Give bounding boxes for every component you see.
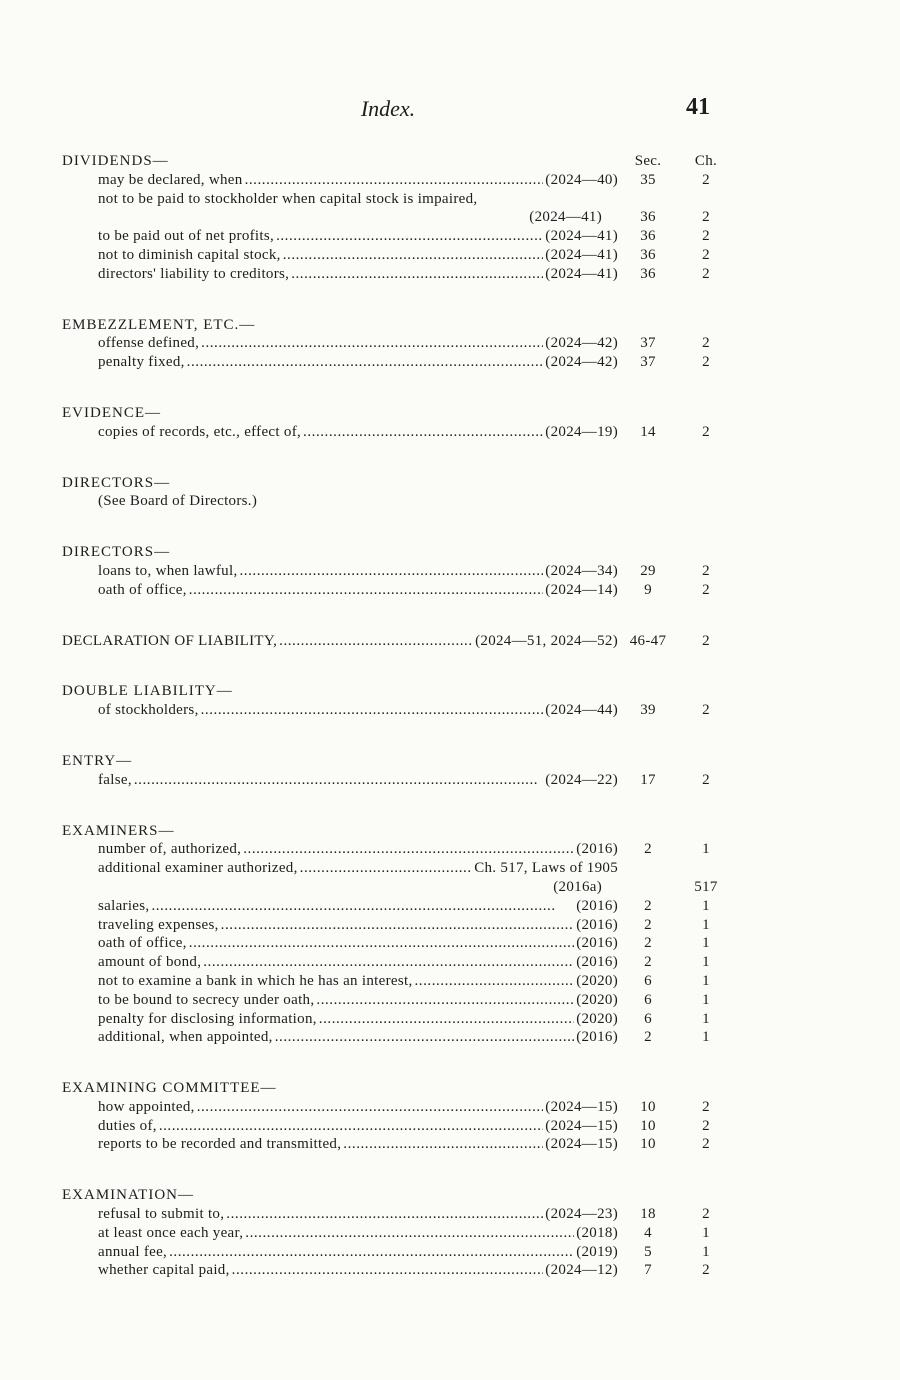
entry-chapter-number: 1 xyxy=(702,1224,710,1241)
dot-leader xyxy=(187,353,544,372)
section-heading: DIVIDENDS— xyxy=(62,153,169,169)
index-entry xyxy=(62,916,714,935)
entry-label: penalty fixed, xyxy=(98,354,185,371)
entry-chapter-number: 1 xyxy=(702,954,710,971)
index-entry xyxy=(62,562,714,581)
entry-label: number of, authorized, xyxy=(98,841,242,858)
entry-section-number: 18 xyxy=(640,1206,656,1223)
section-heading: ENTRY— xyxy=(62,752,133,769)
dot-leader xyxy=(226,1205,543,1224)
entry-section-number: 2 xyxy=(644,897,652,914)
dot-leader xyxy=(316,991,574,1010)
dot-leader xyxy=(300,859,473,878)
entry-label: not to diminish capital stock, xyxy=(98,246,281,263)
index-entry xyxy=(62,771,714,790)
entry-reference: (2024—41) xyxy=(529,209,602,226)
entry-chapter-number: 2 xyxy=(702,562,710,579)
entry-text xyxy=(98,1224,618,1243)
index-entry xyxy=(62,1028,714,1047)
dot-leader xyxy=(189,581,544,600)
entry-text xyxy=(98,246,618,265)
dot-leader xyxy=(415,972,575,991)
entry-chapter-number: 2 xyxy=(702,246,710,263)
section-heading: EVIDENCE— xyxy=(62,404,161,421)
dot-leader xyxy=(275,1028,574,1047)
entry-chapter-number: 2 xyxy=(702,702,710,719)
entry-chapter-number: 1 xyxy=(702,916,710,933)
entry-chapter-number: 2 xyxy=(702,1098,710,1115)
entry-chapter-number: 1 xyxy=(702,1243,710,1260)
dot-leader xyxy=(245,1224,574,1243)
entry-text xyxy=(98,701,618,720)
entry-reference: (2024—22) xyxy=(545,771,618,788)
dot-leader xyxy=(279,632,473,651)
entry-label: annual fee, xyxy=(98,1243,168,1260)
entry-text xyxy=(98,991,618,1010)
section-heading-row xyxy=(62,152,718,171)
entry-chapter-number: 2 xyxy=(702,771,710,788)
entry-section-number: 4 xyxy=(644,1224,652,1241)
entry-reference: (2016) xyxy=(576,935,618,952)
index-entry xyxy=(62,897,714,916)
entry-section-number: 29 xyxy=(640,562,656,579)
entry-reference: (2016) xyxy=(576,1029,618,1046)
entry-reference: (2024—34) xyxy=(545,562,618,579)
section-heading-row xyxy=(62,682,714,701)
entry-reference: (2024—14) xyxy=(545,581,618,598)
dot-leader xyxy=(291,265,543,284)
entry-section-number: 46-47 xyxy=(629,632,667,649)
entry-text xyxy=(98,353,618,372)
entry-text xyxy=(98,934,618,953)
section-heading: EMBEZZLEMENT, ETC.— xyxy=(62,316,256,333)
index-entry xyxy=(62,1243,714,1262)
entry-text xyxy=(98,227,618,246)
entry-chapter-number: 2 xyxy=(702,1117,710,1134)
index-section xyxy=(62,752,714,790)
entry-section-number: 2 xyxy=(644,935,652,952)
entry-chapter-number: 2 xyxy=(702,1262,710,1279)
index-entry xyxy=(62,246,714,265)
index-section xyxy=(62,1079,714,1154)
entry-chapter-number: 2 xyxy=(702,581,710,598)
entry-text xyxy=(98,171,618,190)
entry-label: additional examiner authorized, xyxy=(98,860,298,877)
entry-chapter-number: 1 xyxy=(702,1029,710,1046)
entry-reference: (2016a) xyxy=(553,878,602,895)
index-entry xyxy=(62,934,714,953)
entry-chapter-number: 1 xyxy=(702,991,710,1008)
entry-label: at least once each year, xyxy=(98,1224,244,1241)
page-title: Index. xyxy=(360,96,416,121)
column-header-sec: Sec. xyxy=(634,153,662,169)
dot-leader xyxy=(189,934,574,953)
index-section xyxy=(62,316,714,372)
entry-label: traveling expenses, xyxy=(98,916,219,933)
entry-text xyxy=(62,632,618,651)
entry-chapter-number: 2 xyxy=(702,171,710,188)
section-heading: EXAMINERS— xyxy=(62,822,175,839)
dot-leader xyxy=(151,897,574,916)
entry-section-number: 17 xyxy=(640,771,656,788)
index-section xyxy=(62,682,714,720)
index-entry xyxy=(62,208,714,227)
dot-leader xyxy=(134,771,543,790)
entry-chapter-number: 2 xyxy=(702,354,710,371)
dot-leader xyxy=(203,953,574,972)
entry-text xyxy=(98,1098,618,1117)
dot-leader xyxy=(201,334,543,353)
entry-label: (See Board of Directors.) xyxy=(98,493,258,510)
entry-chapter-number: 1 xyxy=(702,897,710,914)
entry-text xyxy=(98,840,618,859)
entry-chapter-number: 2 xyxy=(702,335,710,352)
entry-label: copies of records, etc., effect of, xyxy=(98,423,302,440)
index-entry xyxy=(62,632,714,651)
index-entry xyxy=(62,991,714,1010)
section-heading-row xyxy=(62,1186,714,1205)
entry-reference: Ch. 517, Laws of 1905 xyxy=(474,860,618,877)
index-entry xyxy=(62,1010,714,1029)
entry-section-number: 2 xyxy=(644,1029,652,1046)
entry-section-number: 35 xyxy=(640,171,656,188)
entry-reference: (2024—19) xyxy=(545,423,618,440)
page-header xyxy=(62,92,714,128)
entry-reference: (2016) xyxy=(576,954,618,971)
index-section xyxy=(62,474,714,512)
index-section xyxy=(62,404,714,442)
entry-label: DECLARATION OF LIABILITY, xyxy=(62,632,278,649)
index-entry xyxy=(62,1135,714,1154)
entry-chapter-number: 1 xyxy=(702,1010,710,1027)
entry-section-number: 6 xyxy=(644,1010,652,1027)
entry-text xyxy=(98,1028,618,1047)
dot-leader xyxy=(245,171,544,190)
entry-chapter-number: 2 xyxy=(702,228,710,245)
entry-section-number: 6 xyxy=(644,972,652,989)
section-heading-row xyxy=(62,474,714,493)
index-entry xyxy=(62,423,714,442)
section-heading: EXAMINING COMMITTEE— xyxy=(62,1080,277,1097)
entry-section-number: 10 xyxy=(640,1098,656,1115)
dot-leader xyxy=(319,1010,574,1029)
entry-reference: (2020) xyxy=(576,972,618,989)
dot-leader xyxy=(201,701,544,720)
index-entry xyxy=(62,334,714,353)
entry-section-number: 2 xyxy=(644,954,652,971)
entry-chapter-number: 2 xyxy=(702,632,710,649)
index-entry xyxy=(62,171,714,190)
entry-reference: (2024—15) xyxy=(545,1117,618,1134)
entry-section-number: 7 xyxy=(644,1262,652,1279)
entry-reference: (2020) xyxy=(576,991,618,1008)
entry-reference: (2016) xyxy=(576,841,618,858)
entry-reference: (2016) xyxy=(576,897,618,914)
index-entry xyxy=(62,227,714,246)
dot-leader xyxy=(343,1135,543,1154)
dot-leader xyxy=(221,916,575,935)
entry-text xyxy=(98,562,618,581)
entry-label: offense defined, xyxy=(98,335,200,352)
entry-label: oath of office, xyxy=(98,935,187,952)
entry-reference: (2024—44) xyxy=(545,702,618,719)
entry-reference: (2024—42) xyxy=(545,354,618,371)
entry-section-number: 10 xyxy=(640,1136,656,1153)
index-section xyxy=(62,1186,714,1280)
entry-reference: (2024—15) xyxy=(545,1098,618,1115)
dot-leader xyxy=(169,1243,574,1262)
index-section xyxy=(62,543,714,599)
entry-section-number: 36 xyxy=(640,246,656,263)
index-entry xyxy=(62,353,714,372)
entry-text xyxy=(98,581,618,600)
entry-section-number: 39 xyxy=(640,702,656,719)
entry-reference: (2024—41) xyxy=(545,228,618,245)
entry-reference: (2024—41) xyxy=(545,246,618,263)
entry-label: penalty for disclosing information, xyxy=(98,1010,317,1027)
entry-text xyxy=(98,953,618,972)
entry-text xyxy=(98,916,618,935)
entry-chapter-number: 2 xyxy=(702,423,710,440)
entry-reference: (2019) xyxy=(576,1243,618,1260)
entry-section-number: 14 xyxy=(640,423,656,440)
entry-reference: (2024—51, 2024—52) xyxy=(475,632,618,649)
index-entry xyxy=(62,265,714,284)
entry-text xyxy=(98,1205,618,1224)
page-number: 41 xyxy=(686,94,710,120)
dot-leader xyxy=(197,1098,544,1117)
entry-text xyxy=(98,1261,618,1280)
index-entry xyxy=(62,972,714,991)
entry-chapter-number: 517 xyxy=(694,878,718,895)
entry-reference: (2024—41) xyxy=(545,265,618,282)
section-heading-row xyxy=(62,543,714,562)
section-heading: DIRECTORS— xyxy=(62,544,171,561)
entry-chapter-number: 1 xyxy=(702,972,710,989)
entry-chapter-number: 1 xyxy=(702,935,710,952)
entry-label: of stockholders, xyxy=(98,702,199,719)
index-entry xyxy=(62,1205,714,1224)
entry-label: amount of bond, xyxy=(98,954,202,971)
section-heading-row xyxy=(62,1079,714,1098)
index-entry xyxy=(62,701,714,720)
entry-reference: (2024—40) xyxy=(545,171,618,188)
entry-section-number: 5 xyxy=(644,1243,652,1260)
entry-reference: (2024—42) xyxy=(545,335,618,352)
index-entry xyxy=(62,1117,714,1136)
entry-section-number: 2 xyxy=(644,916,652,933)
entry-section-number: 37 xyxy=(640,354,656,371)
entry-reference: (2024—12) xyxy=(545,1262,618,1279)
entry-reference: (2020) xyxy=(576,1010,618,1027)
entry-text xyxy=(98,859,618,878)
dot-leader xyxy=(232,1261,544,1280)
entry-section-number: 36 xyxy=(640,209,656,226)
entry-text xyxy=(98,265,618,284)
entry-reference: (2024—15) xyxy=(545,1136,618,1153)
entry-section-number: 2 xyxy=(644,841,652,858)
dot-leader xyxy=(159,1117,543,1136)
entry-text xyxy=(98,972,618,991)
entry-reference: (2018) xyxy=(576,1224,618,1241)
entry-section-number: 37 xyxy=(640,335,656,352)
entry-text xyxy=(98,334,618,353)
entry-label: may be declared, when xyxy=(98,171,243,188)
dot-leader xyxy=(276,227,543,246)
index-section xyxy=(62,152,718,284)
index-entry xyxy=(62,840,714,859)
entry-label: salaries, xyxy=(98,897,150,914)
entry-reference: (2024—23) xyxy=(545,1206,618,1223)
index-entry xyxy=(62,859,714,878)
index-entry xyxy=(62,492,714,511)
entry-section-number: 6 xyxy=(644,991,652,1008)
entry-chapter-number: 2 xyxy=(702,209,710,226)
entry-chapter-number: 2 xyxy=(702,1206,710,1223)
index-entry xyxy=(62,190,714,209)
entry-chapter-number: 2 xyxy=(702,265,710,282)
entry-section-number: 9 xyxy=(644,581,652,598)
entry-section-number: 36 xyxy=(640,228,656,245)
index-entry xyxy=(62,953,714,972)
index-entry xyxy=(62,581,714,600)
index-entry xyxy=(62,1261,714,1280)
entry-label: to be bound to secrecy under oath, xyxy=(98,991,315,1008)
dot-leader xyxy=(283,246,544,265)
entry-chapter-number: 1 xyxy=(702,841,710,858)
index-list xyxy=(62,152,718,1312)
index-entry xyxy=(62,1224,714,1243)
entry-label: refusal to submit to, xyxy=(98,1206,225,1223)
entry-label: to be paid out of net profits, xyxy=(98,228,275,245)
index-section xyxy=(62,822,718,1048)
entry-text xyxy=(98,1243,618,1262)
section-heading-row xyxy=(62,822,714,841)
entry-text xyxy=(98,1010,618,1029)
entry-label: how appointed, xyxy=(98,1098,195,1115)
entry-label: duties of, xyxy=(98,1117,157,1134)
entry-label: not to examine a bank in which he has an interest, xyxy=(98,972,413,989)
entry-text xyxy=(98,1117,618,1136)
entry-reference: (2016) xyxy=(576,916,618,933)
entry-text xyxy=(98,1135,618,1154)
section-heading: DIRECTORS— xyxy=(62,474,171,491)
dot-leader xyxy=(243,840,574,859)
section-heading-row xyxy=(62,316,714,335)
entry-label: whether capital paid, xyxy=(98,1262,230,1279)
entry-label: reports to be recorded and transmitted, xyxy=(98,1136,342,1153)
entry-label: directors' liability to creditors, xyxy=(98,265,290,282)
entry-text xyxy=(98,423,618,442)
entry-label: loans to, when lawful, xyxy=(98,562,238,579)
section-heading-row xyxy=(62,404,714,423)
entry-label: oath of office, xyxy=(98,581,187,598)
entry-text xyxy=(98,771,618,790)
entry-chapter-number: 2 xyxy=(702,1136,710,1153)
index-entry xyxy=(62,878,718,897)
entry-section-number: 36 xyxy=(640,265,656,282)
entry-label: not to be paid to stockholder when capital stock is impaired, xyxy=(98,190,478,207)
section-heading: EXAMINATION— xyxy=(62,1187,194,1204)
section-heading-row xyxy=(62,752,714,771)
dot-leader xyxy=(303,423,543,442)
entry-label: false, xyxy=(98,771,132,788)
entry-text xyxy=(98,897,618,916)
entry-label: additional, when appointed, xyxy=(98,1029,273,1046)
column-header-ch: Ch. xyxy=(694,153,718,169)
dot-leader xyxy=(240,562,544,581)
index-entry xyxy=(62,1098,714,1117)
section-heading: DOUBLE LIABILITY— xyxy=(62,683,233,700)
index-section xyxy=(62,632,714,651)
entry-section-number: 10 xyxy=(640,1117,656,1134)
